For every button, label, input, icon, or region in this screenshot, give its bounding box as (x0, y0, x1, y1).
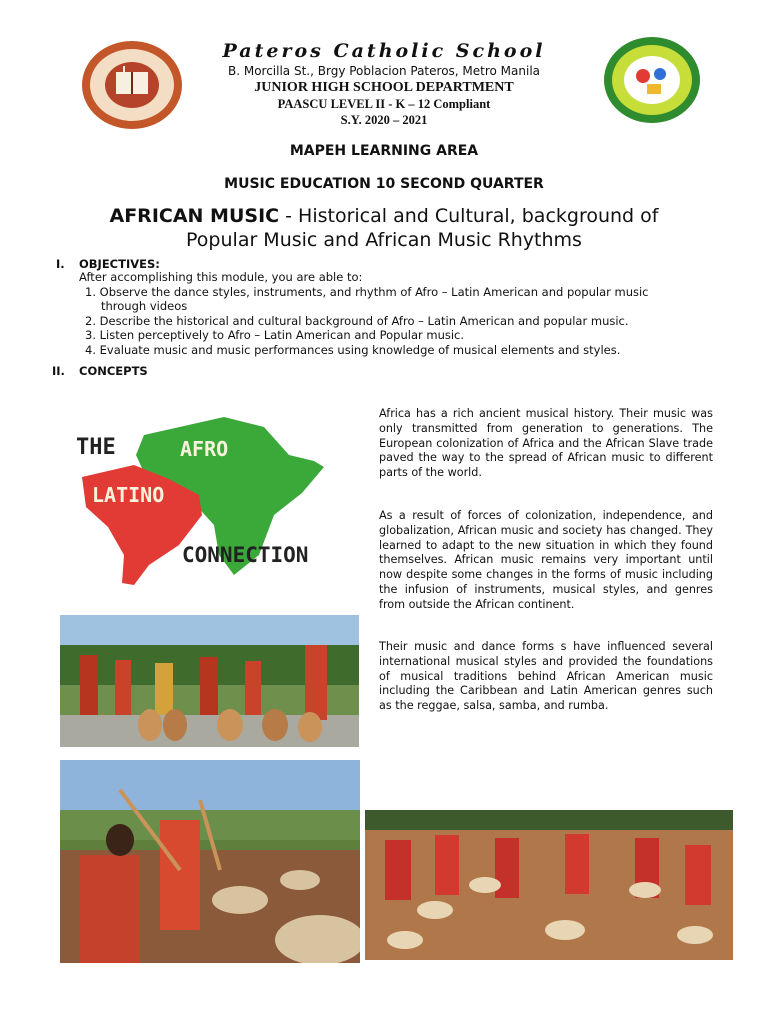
subject-heading: MUSIC EDUCATION 10 SECOND QUARTER (224, 176, 544, 192)
title-bold: AFRICAN MUSIC (109, 205, 280, 227)
drum-circle-photo (365, 810, 733, 960)
objective-item: 3. Listen perceptively to Afro – Latin American and Popular music. (85, 328, 465, 342)
objectives-heading: OBJECTIVES: (79, 257, 160, 271)
burundi-drummers-photo (60, 760, 360, 963)
map-label-latino: LATINO (92, 483, 165, 507)
department: JUNIOR HIGH SCHOOL DEPARTMENT (254, 80, 514, 95)
school-name: Pateros Catholic School (222, 40, 546, 62)
concept-paragraph: As a result of forces of colonization, independence, and globalization, African music and society has changed. They learned to adapt to the new situation in which they found themselves. African music remains very important until now despite some changes in the forms of music including the infusion of instruments, musical styles, and genres from outside the African continent. (379, 509, 713, 611)
school-year: S.Y. 2020 – 2021 (340, 113, 428, 127)
objective-item: 1. Observe the dance styles, instruments, and rhythm of Afro – Latin American and popular music (85, 285, 649, 299)
map-label-the: THE (76, 435, 116, 460)
school-address: B. Morcilla St., Brgy Poblacion Pateros, Metro Manila (227, 64, 541, 78)
objective-item-continued: through videos (101, 299, 188, 313)
objectives-intro: After accomplishing this module, you are able to: (79, 270, 363, 284)
learning-area: MAPEH LEARNING AREA (289, 143, 479, 159)
objective-item: 2. Describe the historical and cultural background of Afro – Latin American and popular music. (85, 314, 629, 328)
module-title (0, 204, 768, 252)
concept-paragraph: Their music and dance forms s have influenced several international musical styles and provided the foundations of musical traditions behind African American music including the Caribbean and Latin American genres such as the reggae, salsa, samba, and rumba. (379, 640, 713, 713)
map-label-afro: AFRO (180, 437, 229, 461)
objectives-numeral: I. (56, 257, 65, 271)
concepts-numeral: II. (52, 364, 65, 378)
accreditation: PAASCU LEVEL II - K – 12 Compliant (277, 97, 491, 111)
title-line2: Popular Music and African Music Rhythms (186, 229, 582, 251)
map-label-connection: CONNECTION (182, 543, 309, 567)
afro-latino-map (74, 415, 350, 585)
concept-paragraph: Africa has a rich ancient musical history. Their music was only transmitted from generation to generations. The European colonization of Africa and the African Slave trade paved the way to the spread of African music to different parts of the world. (379, 407, 713, 480)
objective-item: 4. Evaluate music and music performances using knowledge of musical elements and styles. (85, 343, 621, 357)
african-drummers-photo (60, 615, 359, 747)
concepts-heading: CONCEPTS (79, 364, 148, 378)
title-rest: - Historical and Cultural, background of (279, 205, 659, 227)
